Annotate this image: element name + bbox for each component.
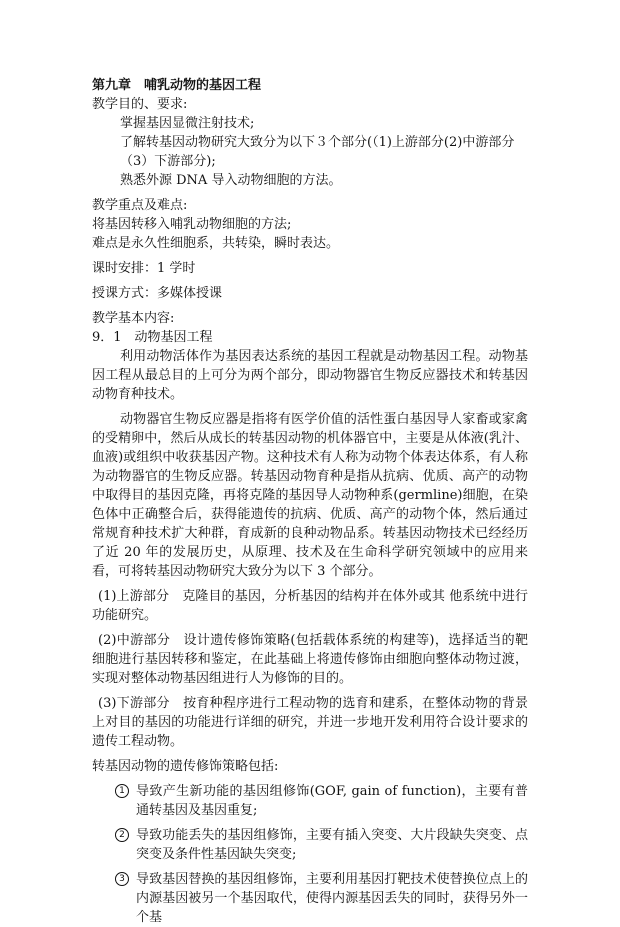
part-paragraph: (1)上游部分 克隆目的基因，分析基因的结构并在体外或其 他系统中进行功能研究。: [92, 589, 528, 623]
keypoints-heading: 教学重点及难点:: [92, 198, 188, 213]
list-item-text: 导致基因替换的基因组修饰，主要利用基因打靶技术使替换位点上的内源基因被另一个基因取代，使得内源基因丢失的同时，获得另外一个基: [136, 872, 528, 925]
objective-item: 了解转基因动物研究大致分为以下３个部分(（1)上游部分(2)中游部分（3）下游部分);: [120, 135, 515, 169]
circled-number: 3: [115, 872, 129, 886]
document-page: [92, 76, 528, 927]
chapter-title: 第九章 哺乳动物的基因工程: [92, 78, 262, 93]
schedule-text: 课时安排：1 学时: [92, 261, 196, 276]
list-item-text: 导致产生新功能的基因组修饰(GOF, gain of function)，主要有普通转基因及基因重复;: [136, 784, 528, 818]
keypoint-item: 难点是永久性细胞系，共转染，瞬时表达。: [92, 236, 340, 251]
strategies-heading: 转基因动物的遗传修饰策略包括:: [92, 759, 279, 774]
method-text: 授课方式：多媒体授课: [92, 286, 223, 301]
keypoint-item: 将基因转移入哺乳动物细胞的方法;: [92, 217, 292, 232]
list-item: [92, 870, 528, 927]
list-item: [92, 782, 528, 820]
objective-item: 掌握基因显微注射技术;: [120, 116, 255, 131]
list-item-text: 导致功能丢失的基因组修饰，主要有插入突变、大片段缺失突变、点突变及条件性基因缺失突变;: [136, 828, 528, 862]
content-heading: 教学基本内容:: [92, 311, 175, 326]
part-paragraph: (2)中游部分 设计遗传修饰策略(包括载体系统的构建等)，选择适当的靶细胞进行基因转移和鉴定，在此基础上将遗传修饰由细胞向整体动物过渡，实现对整体动物基因组进行人为修饰的目的。: [92, 633, 528, 686]
body-paragraph: 利用动物活体作为基因表达系统的基因工程就是动物基因工程。动物基因工程从最总目的上可分为两个部分，即动物器官生物反应器技术和转基因动物育种技术。: [92, 349, 528, 402]
section-title: 9．1 动物基因工程: [92, 330, 213, 345]
circled-number: 1: [115, 784, 129, 798]
list-item: [92, 826, 528, 864]
objective-item: 熟悉外源 DNA 导入动物细胞的方法。: [120, 173, 342, 188]
circled-number: 2: [115, 828, 129, 842]
part-paragraph: (3)下游部分 按育种程序进行工程动物的选育和建系，在整体动物的背景上对目的基因的功能进行详细的研究，并进一步地开发利用符合设计要求的遗传工程动物。: [92, 696, 528, 749]
objectives-heading: 教学目的、要求:: [92, 97, 188, 112]
body-paragraph: 动物器官生物反应器是指将有医学价值的活性蛋白基因导人家畜或家禽的受精卵中，然后从成长的转基因动物的机体器官中，主要是从体液(乳汁、血液)或组织中收获基因产物。这种技术有人称为动物个体表达体系，有人称为动物器官的生物反应器。转基因动物育种是指从抗病、优质、高产的动物中取得目的基因克隆，再将克隆的基因导人动物种系(germline)细胞，在染色体中正确整合后，获得能遗传的抗病、优质、高产的动物个体，然后通过常规育种技术扩大种群，育成新的良种动物品系。转基因动物技术已经经历了近 20 年的发展历史，从原理、技术及在生命科学研究领域中的应用来看，可将转基因动物研究大致分为以下 3 个部分。: [92, 412, 528, 579]
